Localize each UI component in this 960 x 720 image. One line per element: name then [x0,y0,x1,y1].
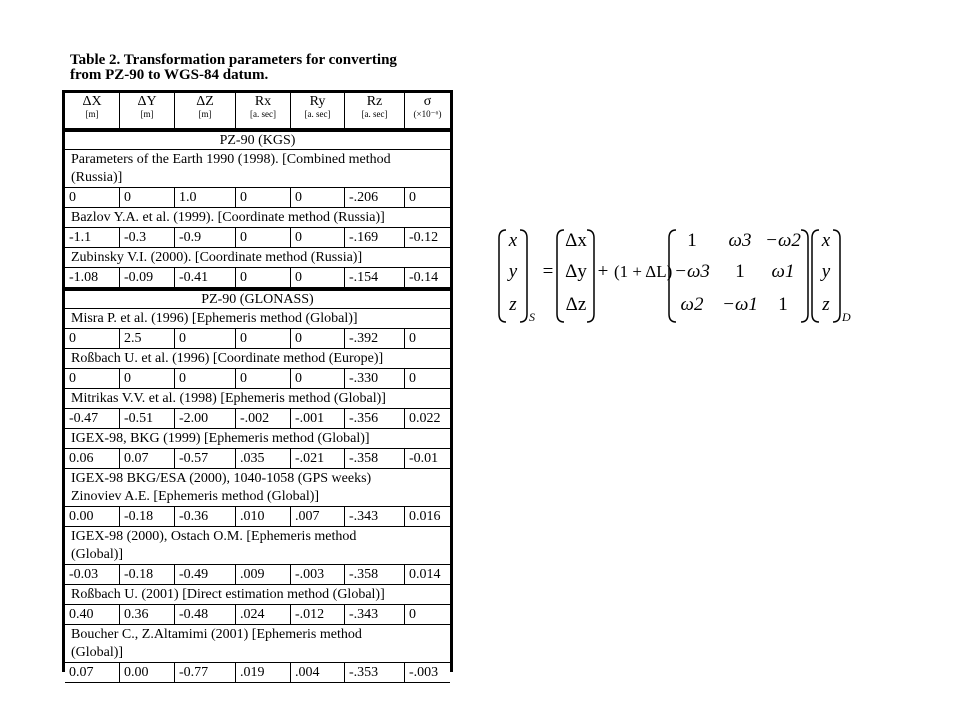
rot-r1-c0: −ω3 [674,261,710,282]
source-line: IGEX-98 (2000), Ostach O.M. [Ephemeris method [71,529,357,544]
source-row [65,309,450,329]
value-cell: .009 [236,565,291,584]
rhs-y: y [821,261,831,282]
value-cell: -0.9 [175,228,236,247]
rot-r2-c0: ω2 [680,294,704,315]
header-unit: (×10⁻⁶) [413,109,442,119]
value-cell: 0.00 [65,507,120,526]
header-cell [405,93,450,128]
table-header-row [65,93,450,129]
value-cell: .004 [291,663,345,682]
lhs-z: z [509,294,517,315]
value-cell: 0.014 [409,567,441,582]
value-cell: -0.49 [175,565,236,584]
value-cell: .007 [291,507,345,526]
value-cell: 0 [236,268,291,287]
value-cell: 0.06 [65,449,120,468]
transformation-table [62,90,453,680]
value-cell: 0.07 [65,663,120,682]
header-unit: [m] [140,109,154,119]
value-cell: -.206 [345,188,405,207]
value-cell: 0.40 [65,605,120,624]
source-line: Zinoviev A.E. [Ephemeris method (Global)] [71,489,320,504]
header-symbol: Rx [254,94,272,109]
value-cell: -.154 [345,268,405,287]
lhs-subscript: S [529,310,535,324]
values-row [65,369,450,389]
transformation-equation [496,226,876,326]
source-line: Parameters of the Earth 1990 (1998). [Combined method [71,152,391,167]
header-symbol: Rz [366,94,383,109]
source-row [65,527,450,565]
header-cell [345,93,405,128]
value-cell: 0.022 [409,411,441,426]
value-cell: -.169 [345,228,405,247]
delta-x: Δx [565,230,587,251]
value-cell: 0 [120,188,175,207]
value-cell: 0 [291,369,345,388]
value-cell: 0 [236,228,291,247]
header-unit: [a. sec] [304,109,331,119]
value-cell: 0.07 [120,449,175,468]
table-caption [70,53,460,83]
source-line: (Global)] [71,547,124,562]
value-cell: 0 [409,607,416,622]
value-cell: -.358 [345,449,405,468]
source-line: IGEX-98, BKG (1999) [Ephemeris method (Global)] [71,431,370,446]
value-cell: -.358 [345,565,405,584]
delta-z: Δz [565,294,587,315]
source-line: Roßbach U. et al. (1996) [Coordinate method (Europe)] [71,351,384,366]
scale-factor: (1 + ΔL) [614,262,673,281]
lhs-x: x [508,230,518,251]
section-title: PZ-90 (KGS) [219,133,296,148]
value-cell: -0.18 [120,507,175,526]
value-cell: -.392 [345,329,405,348]
header-unit: [a. sec] [361,109,388,119]
caption-line-2: from PZ-90 to WGS-84 datum. [70,67,269,83]
values-row [65,605,450,625]
value-cell: -.001 [291,409,345,428]
values-row [65,188,450,208]
source-line: Mitrikas V.V. et al. (1998) [Ephemeris method (Global)] [71,391,386,406]
rhs-z: z [822,294,830,315]
value-cell: -.343 [345,507,405,526]
value-cell: 0.36 [120,605,175,624]
header-cell [175,93,236,128]
plus-sign: + [597,261,609,282]
value-cell: -0.03 [65,565,120,584]
rhs-subscript: D [842,310,851,324]
value-cell: -0.18 [120,565,175,584]
delta-y: Δy [565,261,587,282]
rot-r2-c1: −ω1 [722,294,758,315]
value-cell: -.002 [236,409,291,428]
value-cell: 0 [65,329,120,348]
values-row [65,409,450,429]
value-cell: -.356 [345,409,405,428]
values-row [65,329,450,349]
rot-r1-c1: 1 [735,261,745,282]
value-cell: 0.00 [120,663,175,682]
header-cell [236,93,291,128]
value-cell: 0 [409,371,416,386]
header-symbol: ΔY [137,94,157,109]
rhs-vector [812,230,851,324]
value-cell: -.343 [345,605,405,624]
value-cell: 0 [236,188,291,207]
header-cell [120,93,175,128]
value-cell: -0.36 [175,507,236,526]
equals-sign: = [542,261,554,282]
value-cell: -0.14 [409,270,439,285]
value-cell: .024 [236,605,291,624]
source-line: Boucher C., Z.Altamimi (2001) [Ephemeris method [71,627,362,642]
value-cell: -0.57 [175,449,236,468]
header-symbol: ΔZ [196,94,214,109]
value-cell: -0.12 [409,230,439,245]
source-row [65,585,450,605]
source-row [65,625,450,663]
value-cell: -0.51 [120,409,175,428]
value-cell: 0 [291,228,345,247]
lhs-y: y [508,261,518,282]
rot-r0-c0: 1 [687,230,697,251]
rot-r0-c1: ω3 [728,230,752,251]
header-unit: [m] [85,109,99,119]
source-line: IGEX-98 BKG/ESA (2000), 1040-1058 (GPS weeks) [71,471,372,486]
value-cell: 0 [65,369,120,388]
value-cell: -.021 [291,449,345,468]
value-cell: 0 [65,188,120,207]
value-cell: 0 [291,188,345,207]
caption-line-1: Table 2. Transformation parameters for converting [70,52,397,68]
rhs-x: x [821,230,831,251]
section-title-row [65,288,450,309]
header-symbol: ΔX [82,94,102,109]
source-row [65,248,450,268]
value-cell: 0 [236,369,291,388]
rot-r0-c2: −ω2 [765,230,801,251]
delta-vector [557,230,594,322]
source-line: Misra P. et al. (1996) [Ephemeris method (Global)] [71,311,358,326]
value-cell: -0.3 [120,228,175,247]
values-row [65,228,450,248]
section-title-row [65,129,450,150]
value-cell: 0 [409,331,416,346]
value-cell: 0 [120,369,175,388]
source-row [65,389,450,409]
source-line: Bazlov Y.A. et al. (1999). [Coordinate method (Russia)] [71,210,385,225]
value-cell: -1.1 [65,228,120,247]
value-cell: -1.08 [65,268,120,287]
value-cell: -.330 [345,369,405,388]
source-row [65,208,450,228]
header-unit: [m] [198,109,212,119]
value-cell: 0 [175,329,236,348]
value-cell: -.003 [409,665,439,680]
header-symbol: σ [423,94,432,109]
header-symbol: Ry [309,94,326,109]
source-row [65,150,450,188]
rot-r2-c2: 1 [778,294,788,315]
value-cell: -.012 [291,605,345,624]
value-cell: -0.77 [175,663,236,682]
value-cell: 0.016 [409,509,441,524]
values-row [65,507,450,527]
value-cell: -0.01 [409,451,439,466]
values-row [65,565,450,585]
source-line: (Global)] [71,645,124,660]
rot-r1-c2: ω1 [771,261,795,282]
value-cell: 1.0 [175,188,236,207]
value-cell: -2.00 [175,409,236,428]
values-row [65,449,450,469]
source-row [65,349,450,369]
section-title: PZ-90 (GLONASS) [201,292,314,307]
value-cell: -.353 [345,663,405,682]
source-line: Zubinsky V.I. (2000). [Coordinate method (Russia)] [71,250,363,265]
value-cell: 0 [236,329,291,348]
value-cell: 0 [291,329,345,348]
source-line: Roßbach U. (2001) [Direct estimation method (Global)] [71,587,385,602]
value-cell: 0 [291,268,345,287]
value-cell: -0.09 [120,268,175,287]
source-row [65,469,450,507]
header-unit: [a. sec] [250,109,276,119]
value-cell: 2.5 [120,329,175,348]
value-cell: .035 [236,449,291,468]
value-cell: -0.48 [175,605,236,624]
value-cell: -0.41 [175,268,236,287]
value-cell: -0.47 [65,409,120,428]
value-cell: 0 [175,369,236,388]
values-row [65,663,450,683]
source-line: (Russia)] [71,170,123,185]
header-cell [291,93,345,128]
header-cell [65,93,120,128]
lhs-vector [499,230,535,324]
value-cell: .019 [236,663,291,682]
values-row [65,268,450,288]
value-cell: 0 [409,190,416,205]
value-cell: -.003 [291,565,345,584]
rotation-matrix [669,230,808,322]
source-row [65,429,450,449]
value-cell: .010 [236,507,291,526]
